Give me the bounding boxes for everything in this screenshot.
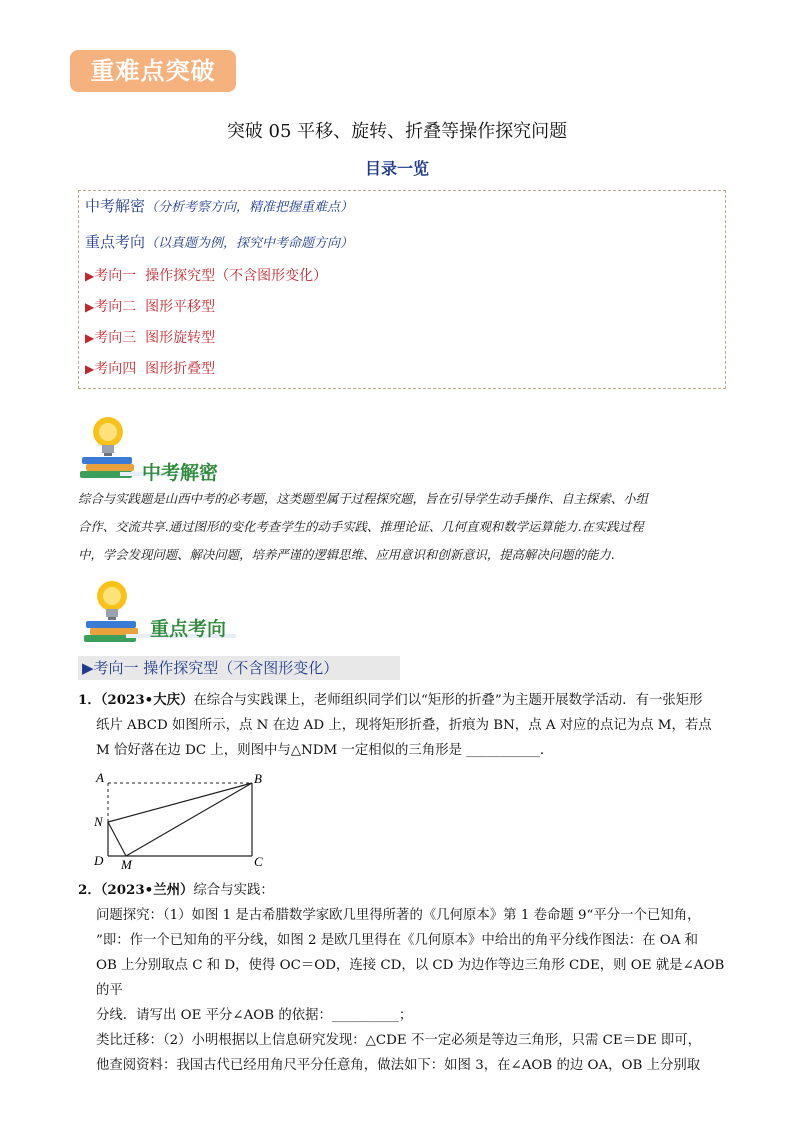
question-source: （2023•兰州） bbox=[100, 882, 194, 898]
toc-item-text: 图形折叠型 bbox=[145, 361, 216, 377]
toc-box bbox=[78, 190, 726, 389]
question-line: 纸片 ABCD 如图所示，点 N 在边 AD 上，现将矩形折叠，折痕为 BN，点 A 对应的点记为点 M，若点 bbox=[96, 718, 712, 733]
section-heading-decode: 中考解密 bbox=[142, 462, 219, 484]
toc-item-text: 操作探究型（不含图形变化） bbox=[145, 268, 328, 284]
question-line: 他查阅资料：我国古代已经用角尺平分任意角，做法如下：如图 3，在∠AOB 的边 OA，OB 上分别取 bbox=[96, 1058, 701, 1073]
toc-item-label: 考向三 bbox=[94, 330, 137, 346]
section-heading-focus: 重点考向 bbox=[150, 618, 227, 640]
toc-heading: 目录一览 bbox=[364, 159, 429, 178]
point-label-a: A bbox=[96, 770, 104, 785]
rectangle-fold-figure bbox=[88, 770, 278, 870]
toc-item-3[interactable] bbox=[85, 327, 215, 347]
question-2 bbox=[78, 878, 724, 1078]
toc-item-label: 考向一 bbox=[94, 268, 137, 284]
intro-line: 合作、交流共享.通过图形的变化考查学生的动手实践、推理论证、几何直观和数学运算能力.在实践过程 bbox=[78, 519, 644, 534]
section-badge: 重难点突破 bbox=[70, 50, 236, 92]
question-number: 2． bbox=[78, 882, 101, 898]
toc-line-1[interactable] bbox=[85, 195, 353, 216]
toc-line-2[interactable] bbox=[85, 231, 353, 252]
question-line: 问题探究：（1）如图 1 是古希腊数学家欧几里得所著的《几何原本》第 1 卷命题 9“平分一个已知角， bbox=[96, 908, 701, 923]
point-label-m: M bbox=[121, 857, 132, 870]
question-line: 的平 bbox=[96, 983, 123, 998]
toc-item-label: 考向二 bbox=[94, 299, 137, 315]
question-line: OB 上分别取点 C 和 D，使得 OC＝OD，连接 CD，以 CD 为边作等边三角形 CDE，则 OE 就是∠AOB bbox=[96, 958, 725, 973]
question-source: （2023•大庆） bbox=[100, 692, 194, 708]
toc-item-text: 图形平移型 bbox=[145, 299, 216, 315]
intro-line: 中，学会发现问题、解决问题，培养严谨的逻辑思维、应用意识和创新意识，提高解决问题的能力. bbox=[78, 547, 615, 562]
triangle-icon: ▶ bbox=[85, 331, 95, 345]
toc-link-focus[interactable]: 重点考向 bbox=[85, 233, 146, 251]
point-label-n: N bbox=[94, 814, 103, 829]
page-title: 突破 05 平移、旋转、折叠等操作探究问题 bbox=[226, 121, 568, 142]
toc-item-label: 考向四 bbox=[94, 361, 137, 377]
triangle-icon: ▶ bbox=[85, 300, 95, 314]
question-line: M 恰好落在边 DC 上，则图中与△NDM 一定相似的三角形是 ___________． bbox=[96, 743, 554, 758]
question-line: 类比迁移：（2）小明根据以上信息研究发现：△CDE 不一定必须是等边三角形，只需 CE＝DE 即可， bbox=[96, 1033, 702, 1048]
question-line: 分线．请写出 OE 平分∠AOB 的依据：__________； bbox=[96, 1008, 413, 1023]
intro-line: 综合与实践题是山西中考的必考题，这类题型属于过程探究题，旨在引导学生动手操作、自主探索、小组 bbox=[78, 491, 648, 506]
question-line: 在综合与实践课上，老师组织同学们以“矩形的折叠”为主题开展数学活动．有一张矩形 bbox=[193, 693, 703, 708]
intro-paragraph bbox=[78, 485, 720, 569]
question-head: 综合与实践： bbox=[193, 883, 274, 898]
triangle-icon: ▶ bbox=[85, 269, 95, 283]
triangle-icon: ▶ bbox=[85, 362, 95, 376]
question-line: ”即：作一个已知角的平分线，如图 2 是欧几里得在《几何原本》中给出的角平分线作图法：在 OA 和 bbox=[96, 933, 699, 948]
direction-title: ▶考向一 操作探究型（不含图形变化） bbox=[82, 659, 339, 677]
toc-note-focus: （以真题为例，探究中考命题方向） bbox=[145, 236, 354, 251]
point-label-d: D bbox=[94, 853, 104, 868]
question-1 bbox=[78, 688, 712, 763]
toc-item-4[interactable] bbox=[85, 358, 215, 378]
point-label-b: B bbox=[254, 771, 262, 786]
toc-item-text: 图形旋转型 bbox=[145, 330, 216, 346]
toc-item-2[interactable] bbox=[85, 296, 215, 316]
toc-note-decode: （分析考察方向，精准把握重难点） bbox=[145, 200, 354, 215]
toc-item-1[interactable] bbox=[85, 265, 327, 285]
point-label-c: C bbox=[254, 854, 263, 869]
toc-link-decode[interactable]: 中考解密 bbox=[85, 197, 146, 215]
question-number: 1． bbox=[78, 692, 101, 708]
